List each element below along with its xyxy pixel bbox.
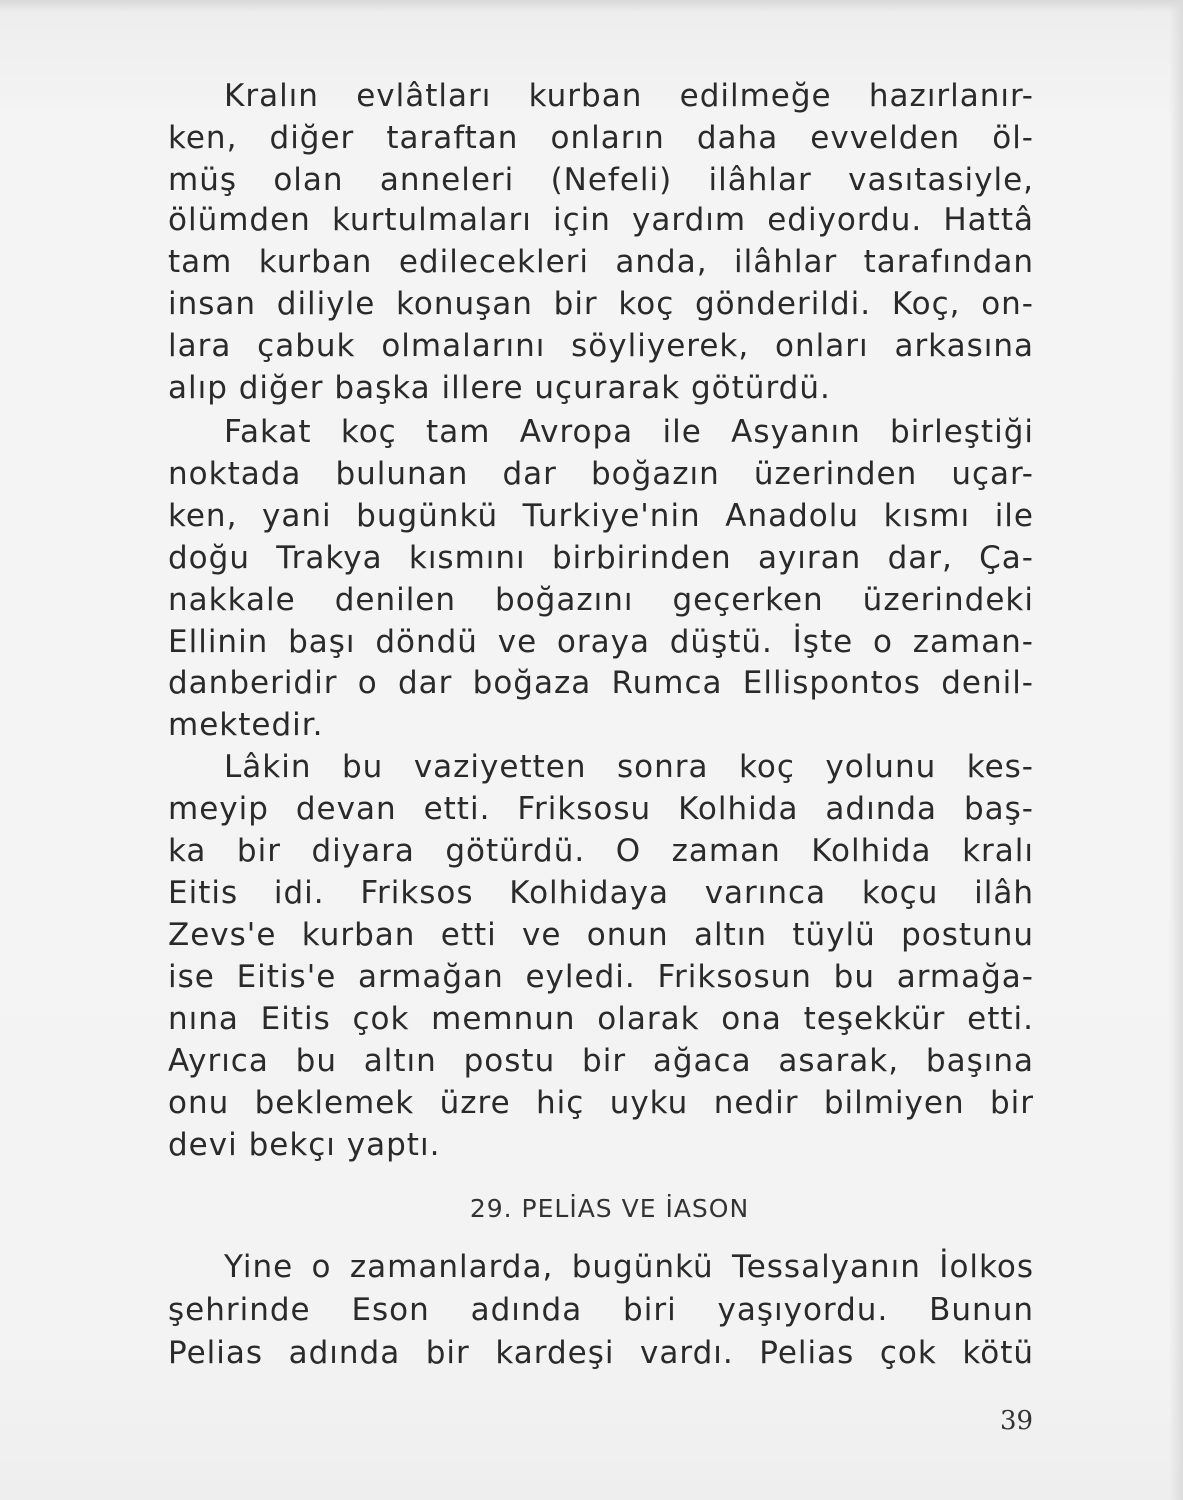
text-line: Eitis idi. Friksos Kolhidaya varınca koçu ilâh: [168, 875, 1034, 911]
text-line: ken, yani bugünkü Turkiye'nin Anadolu kısmı ile: [168, 498, 1034, 534]
text-line: nına Eitis çok memnun olarak ona teşekkür etti.: [168, 1001, 1034, 1037]
page-top-shadow: [0, 0, 1183, 12]
text-line: meyip devan etti. Friksosu Kolhida adında baş-: [168, 791, 1034, 827]
text-line: Ayrıca bu altın postu bir ağaca asarak, başına: [168, 1043, 1034, 1079]
text-line: noktada bulunan dar boğazın üzerinden uçar-: [168, 456, 1034, 492]
text-line: müş olan anneleri (Nefeli) ilâhlar vasıtasiyle,: [168, 162, 1034, 198]
text-line: şehrinde Eson adında biri yaşıyordu. Bunun: [168, 1292, 1034, 1328]
text-line: doğu Trakya kısmını birbirinden ayıran dar, Ça-: [168, 540, 1034, 576]
text-line: ka bir diyara götürdü. O zaman Kolhida kralı: [168, 833, 1034, 869]
text-line: Fakat koç tam Avropa ile Asyanın birleştiği: [224, 414, 1034, 450]
text-line: ölümden kurtulmaları için yardım ediyordu. Hattâ: [168, 202, 1034, 238]
text-line: mektedir.: [168, 707, 324, 743]
text-line: tam kurban edilecekleri anda, ilâhlar tarafından: [168, 244, 1034, 280]
text-line: lara çabuk olmalarını söyliyerek, onları arkasına: [168, 328, 1034, 364]
text-line: onu beklemek üzre hiç uyku nedir bilmiyen bir: [168, 1085, 1034, 1121]
text-line: danberidir o dar boğaza Rumca Ellispontos denil-: [168, 665, 1034, 701]
text-line: ken, diğer taraftan onların daha evvelden öl-: [168, 120, 1034, 156]
text-line: nakkale denilen boğazını geçerken üzerindeki: [168, 582, 1034, 618]
page-number: 39: [1000, 1406, 1034, 1436]
text-line: ise Eitis'e armağan eyledi. Friksosun bu armağa-: [168, 959, 1034, 995]
text-line: devi bekçı yaptı.: [168, 1127, 441, 1163]
section-heading: 29. PELİAS VE İASON: [469, 1194, 750, 1223]
text-line: Zevs'e kurban etti ve onun altın tüylü postunu: [168, 917, 1034, 953]
text-line: insan diliyle konuşan bir koç gönderildi. Koç, on-: [168, 286, 1034, 322]
text-line: alıp diğer başka illere uçurarak götürdü.: [168, 370, 831, 406]
text-line: Pelias adında bir kardeşi vardı. Pelias çok kötü: [168, 1335, 1034, 1371]
text-line: Ellinin başı döndü ve oraya düştü. İşte o zaman-: [168, 624, 1034, 660]
text-line: Lâkin bu vaziyetten sonra koç yolunu kes-: [224, 749, 1034, 785]
page-edge-shadow: [1169, 0, 1183, 1500]
text-line: Yine o zamanlarda, bugünkü Tessalyanın İolkos: [224, 1249, 1034, 1285]
text-line: Kralın evlâtları kurban edilmeğe hazırlanır-: [224, 78, 1034, 114]
